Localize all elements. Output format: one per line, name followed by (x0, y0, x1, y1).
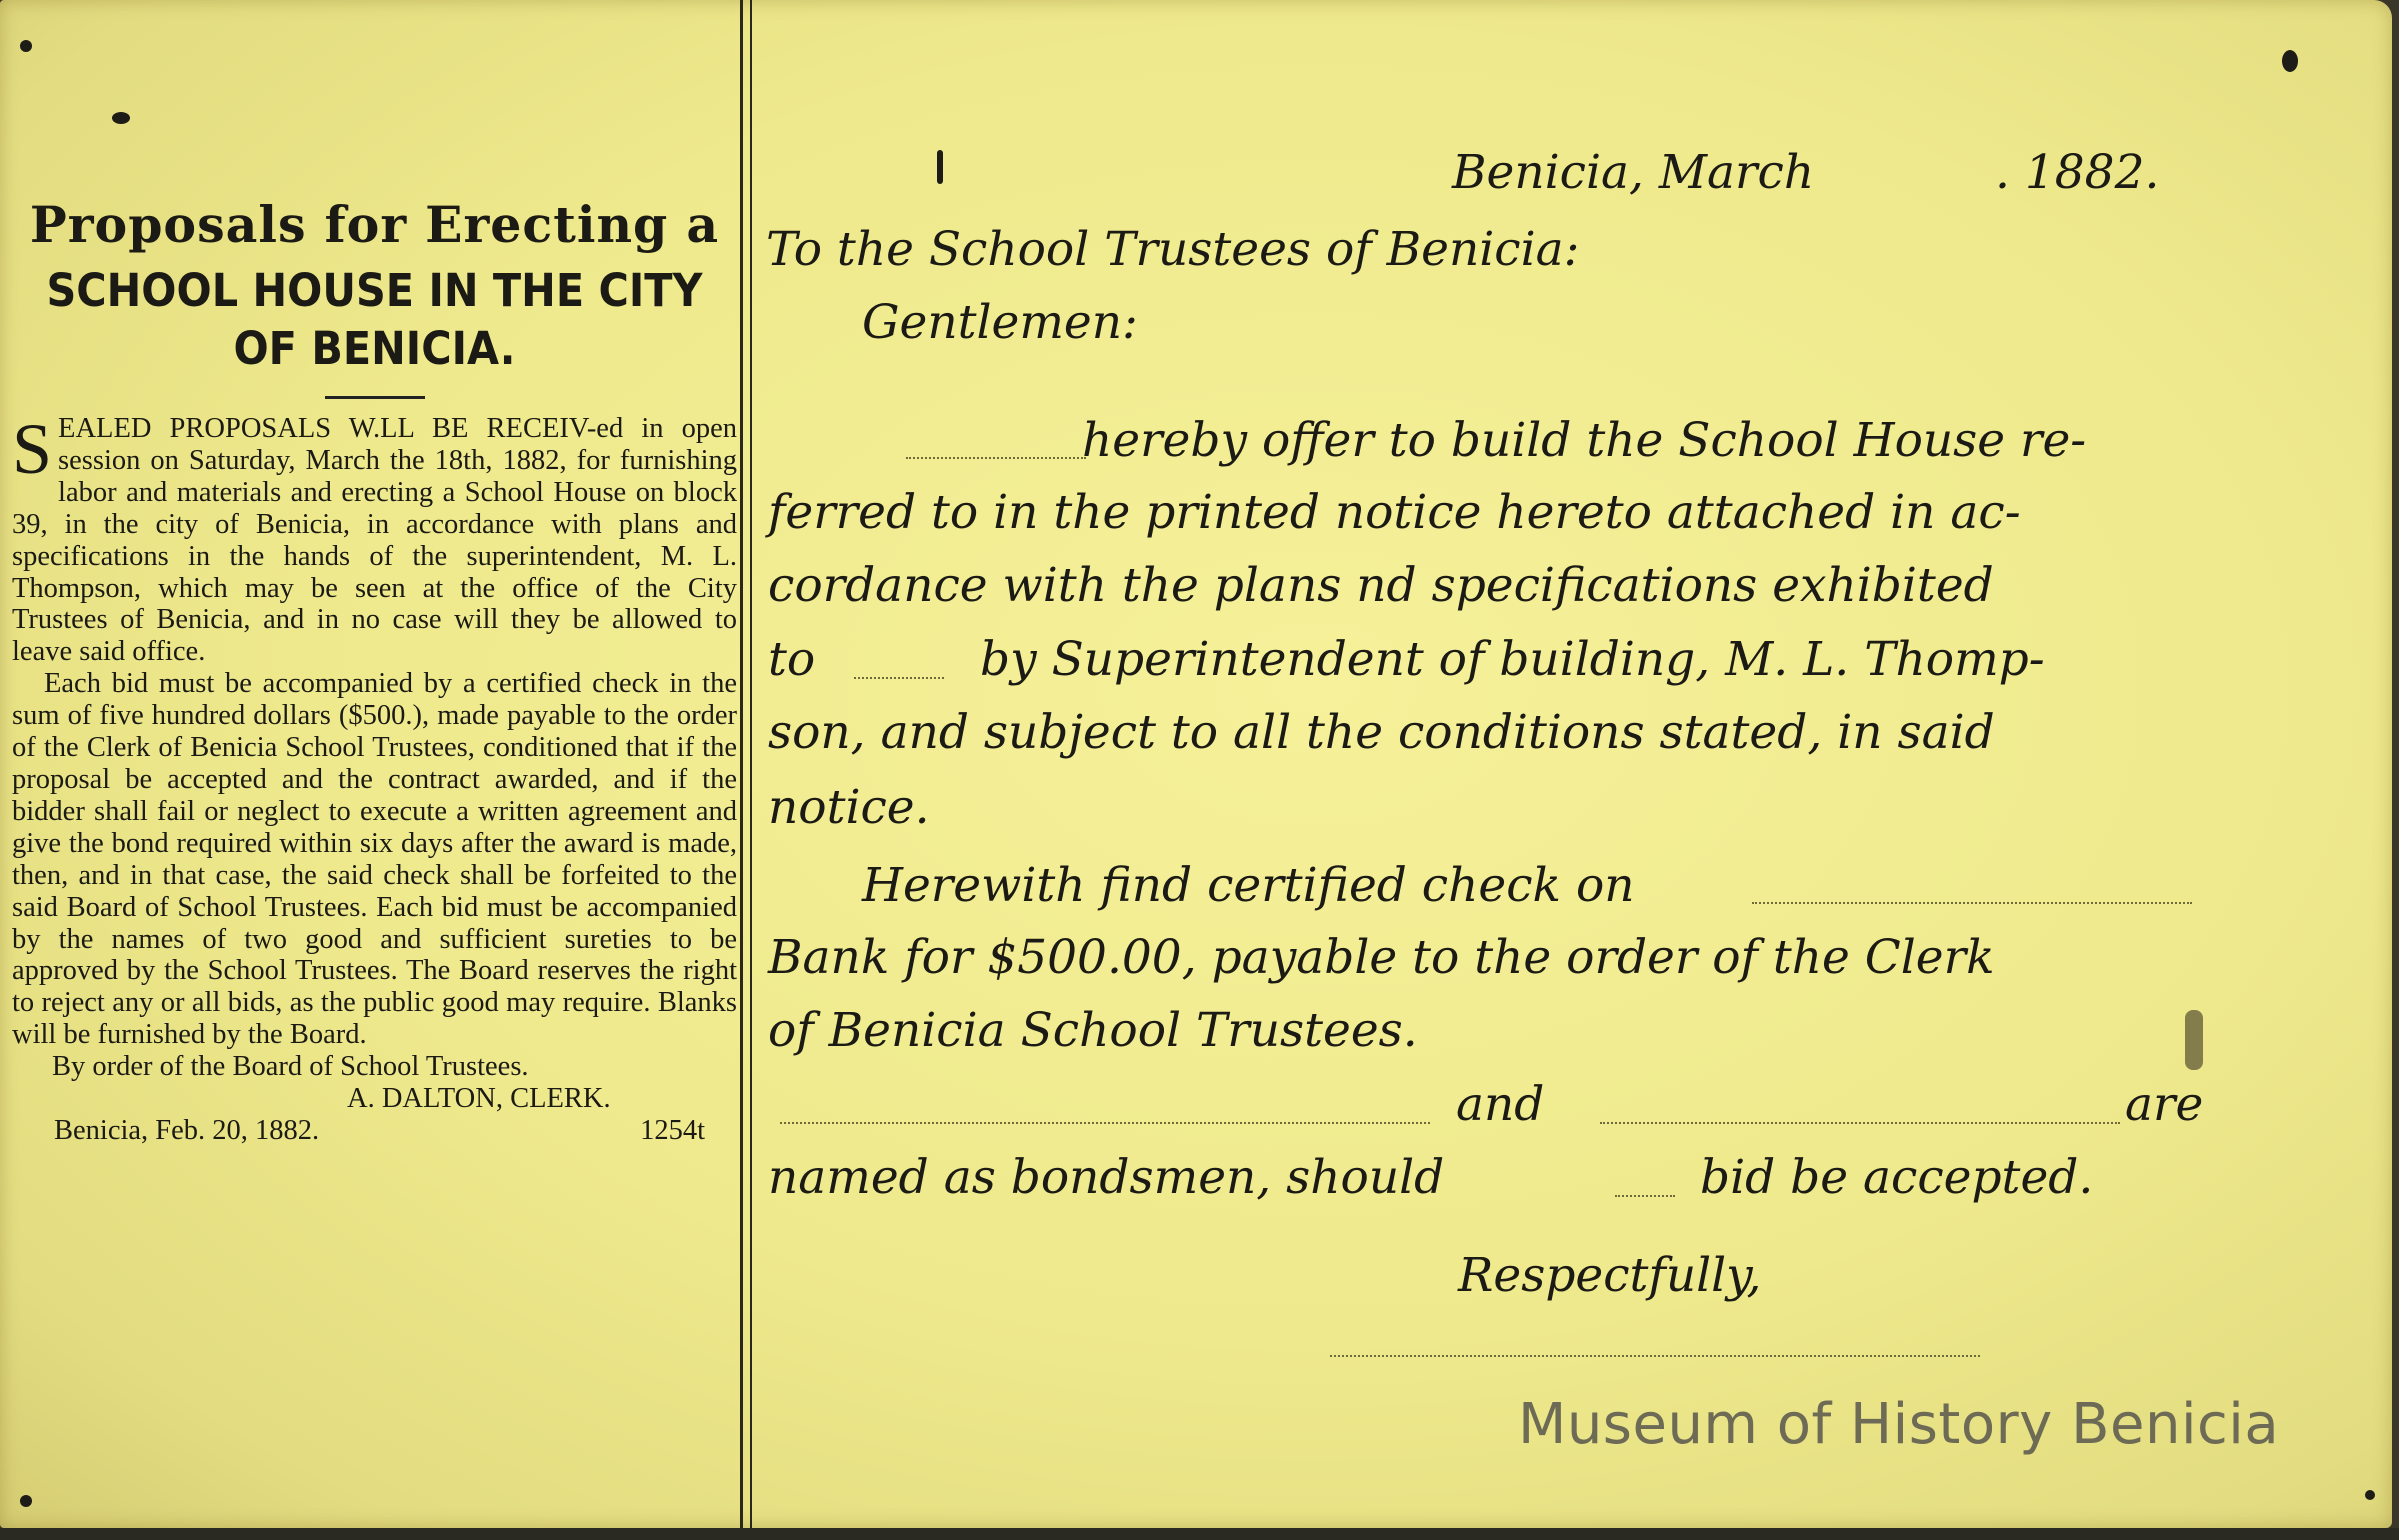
notice-heading-line3: OF BENICIA. (233, 322, 516, 375)
form-date-place: Benicia, March (1452, 145, 1815, 200)
bid-form (766, 0, 2220, 1528)
ink-spot (2365, 1490, 2375, 1500)
form-offer-line2: ferred to in the printed notice hereto attached in ac- (768, 485, 2021, 540)
form-check-line3: of Benicia School Trustees. (768, 1003, 1418, 1058)
notice-clerk-line: A. DALTON, CLERK. (347, 1083, 611, 1115)
column-divider (740, 0, 743, 1528)
ink-spot (2282, 50, 2298, 72)
column-divider-secondary (750, 0, 752, 1528)
form-offer-line5: son, and subject to all the conditions stated, in said (768, 705, 1995, 760)
notice-date-line (54, 1115, 737, 1147)
ink-spot (112, 112, 130, 124)
printed-notice (12, 195, 737, 1147)
ink-spot (20, 1495, 32, 1507)
drop-cap: S (12, 409, 53, 489)
notice-code: 1254t (640, 1114, 705, 1146)
form-and-word: and (1456, 1077, 1545, 1132)
notice-order-line: By order of the Board of School Trustees. (52, 1051, 529, 1083)
second-bondsman-field[interactable] (1600, 1122, 2120, 1124)
first-bondsman-field[interactable] (780, 1122, 1430, 1124)
form-check-line2: Bank for $500.00, payable to the order of the Clerk (768, 930, 1995, 985)
form-salutation-to: To the School Trustees of Benicia: (766, 222, 1580, 277)
form-bondsmen-a: named as bondsmen, should (768, 1150, 1445, 1205)
notice-paragraph-2: Each bid must be accompanied by a certified check in the sum of five hundred dollars ($500.), made payable to the order of the Clerk of Benicia School Trustees, conditioned that if the proposal be accepted and the contract awarded, and if the bidder shall fail or neglect to execute a written agreement and give the bond required within six days after the award is made, then, and in that case, the said check shall be forfeited to the said Board of School Trustees. Each bid must be accompanied by the names of two good and sufficient sureties to be approved by the School Trustees. The Board reserves the right to reject any or all bids, as the public good may require. Blanks will be furnished by the Board. (12, 668, 737, 1051)
form-bondsmen-b: bid be accepted. (1700, 1150, 2094, 1205)
ink-spot (20, 40, 32, 52)
form-salutation-gentlemen: Gentlemen: (862, 295, 1138, 350)
form-closing: Respectfully, (1458, 1248, 1762, 1303)
form-offer-line1: hereby offer to build the School House re- (1082, 413, 2087, 468)
pronoun-field[interactable] (1615, 1195, 1675, 1197)
form-date-year: . 1882. (1995, 145, 2160, 200)
scan-edge (0, 1528, 2399, 1540)
heading-rule (325, 396, 425, 399)
form-are-word: are (2125, 1077, 2204, 1132)
notice-heading-line1: Proposals for Erecting a (29, 195, 720, 254)
notice-date: Benicia, Feb. 20, 1882. (54, 1114, 320, 1146)
notice-paragraph-1 (12, 409, 737, 668)
signature-field[interactable] (1330, 1355, 1980, 1357)
bank-name-field[interactable] (1752, 902, 2192, 904)
form-offer-line4-b: by Superintendent of building, M. L. Thomp- (980, 632, 2045, 687)
bidder-name-field[interactable] (906, 457, 1086, 459)
recipient-field[interactable] (854, 677, 944, 679)
form-check-line1: Herewith find certified check on (862, 858, 1635, 913)
form-offer-line3: cordance with the plans nd specifications exhibited (768, 558, 1994, 613)
notice-paragraph-1-text: EALED PROPOSALS W.LL BE RECEIV-ed in open session on Saturday, March the 18th, 1882, for furnishing labor and materials and erecting a School House on block 39, in the city of Benicia, in accordance with plans and specifications in the hands of the superintendent, M. L. Thompson, which may be seen at the office of the City Trustees of Benicia, and in no case will they be allowed to leave said office. (12, 413, 737, 668)
form-offer-line4-a: to (768, 632, 816, 687)
notice-heading-line2: SCHOOL HOUSE IN THE CITY (46, 264, 703, 317)
form-offer-line6: notice. (768, 780, 930, 835)
museum-watermark: Museum of History Benicia (1518, 1392, 2280, 1457)
